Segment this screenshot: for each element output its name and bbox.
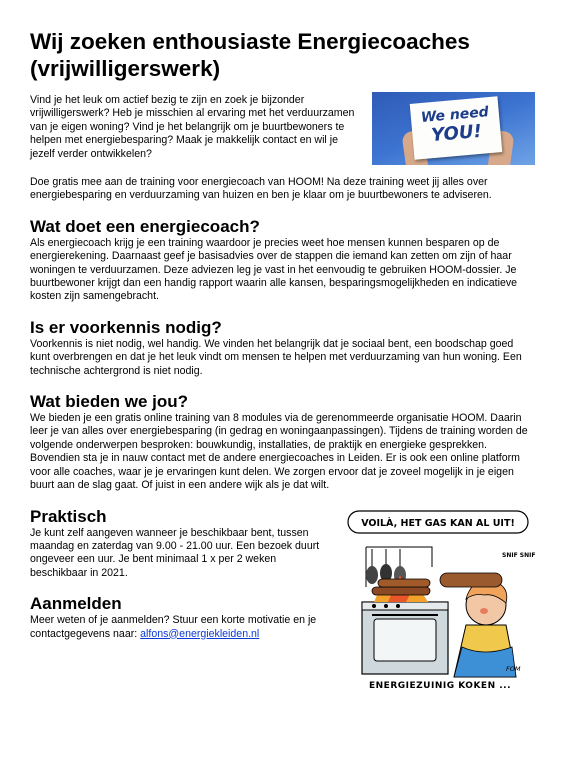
intro-text: Vind je het leuk om actief bezig te zijn en zoek je bijzonder vrijwilligerswerk? Heb je misschien al ervaring met het verduurzamen van je eigen woning? Vind je het belangrijk om je buurtbewoners te helpen met energiebesparing? Maak je makkelijk contact en wil je jezelf verder ontwikkelen? <box>30 94 355 160</box>
cartoon-caption: ENERGIEZUINIG KOKEN ... <box>369 680 511 690</box>
section-text-role: Als energiecoach krijg je een training waardoor je precies weet hoe mensen kunnen besparen op de energierekening. Daarnaast geef je basisadvies over de stappen die iemand kan zetten om zijn of haar woningen te verduurzamen. Deze adviezen leg je vast in het eenvoudig te gebruiken HOOM-dossier. Je buurtbewoner krijgt dan een handig rapport waarin alle kansen, besparingsmogelijkheden en indicatieve kosten zijn samengebracht. <box>30 236 518 303</box>
bottom-block <box>30 493 535 690</box>
photo-sign <box>410 96 503 159</box>
artist-signature: FOM <box>506 664 521 673</box>
document-page <box>30 28 535 690</box>
sniff-text: SNIF SNIF <box>502 551 536 559</box>
section-heading-offer: Wat bieden we jou? <box>30 392 189 412</box>
section-heading-knowledge: Is er voorkennis nodig? <box>30 317 222 337</box>
we-need-you-photo <box>372 92 535 165</box>
cooking-cartoon <box>344 507 537 690</box>
section-heading-signup: Aanmelden <box>30 594 122 614</box>
section-heading-practical: Praktisch <box>30 506 107 526</box>
page-title: Wij zoeken enthousiaste Energiecoaches (vrijwilligerswerk) <box>30 29 470 81</box>
photo-sign-line2: YOU! <box>430 120 483 147</box>
intro-block <box>30 94 535 165</box>
section-text-knowledge: Voorkennis is niet nodig, wel handig. We vinden het belangrijk dat je sociaal bent, een boodschap goed kunt overbrengen en dat je het leuk vindt om mensen te helpen met verduurzaming van hun woning. Een technische achtergrond is niet nodig. <box>30 337 522 377</box>
signup-email-link[interactable]: alfons@energiekleiden.nl <box>140 627 260 640</box>
section-text-offer: We bieden je een gratis online training van 8 modules via de gerenommeerde organisatie HOOM. Daarin leer je van alles over energiebesparing (in gedrag en woningaanpassingen). Tijdens de training worden de volgende onderwerpen besproken: bouwkundig, installaties, de praktijk en energieke gesprekken. Bovendien sta je in nauw contact met de andere energiecoaches in Leiden. Er is ook een online platform voor alle coaches, waar je je ervaringen kunt delen. We zorgen ervoor dat je zoveel mogelijk in je eigen buurt aan de slag gaat. Of juist in een andere wijk als je dat wilt. <box>30 412 528 492</box>
speech-bubble-text: VOILÀ, HET GAS KAN AL UIT! <box>361 517 515 529</box>
section-heading-role: Wat doet een energiecoach? <box>30 216 260 236</box>
training-text: Doe gratis mee aan de training voor energiecoach van HOOM! Na deze training weet jij alles over energiebesparing en verduurzaming van huizen en ben je klaar om je buurtbewoners te adviseren. <box>30 176 492 202</box>
cartoon-drawing <box>344 507 537 690</box>
section-text-signup <box>30 614 320 641</box>
photo-sign-line1: We need <box>420 104 490 126</box>
section-text-practical: Je kunt zelf aangeven wanneer je beschikbaar bent, tussen maandag en zaterdag van 9.00 - 21.00 uur. Een bezoek duurt ongeveer een uur. Je bent minimaal 1 x per 2 weken beschikbaar in 2021. <box>30 526 320 579</box>
bottom-left-column <box>30 493 320 690</box>
signup-text: Meer weten of je aanmelden? Stuur een korte motivatie en je contactgegevens naar: <box>30 614 317 640</box>
